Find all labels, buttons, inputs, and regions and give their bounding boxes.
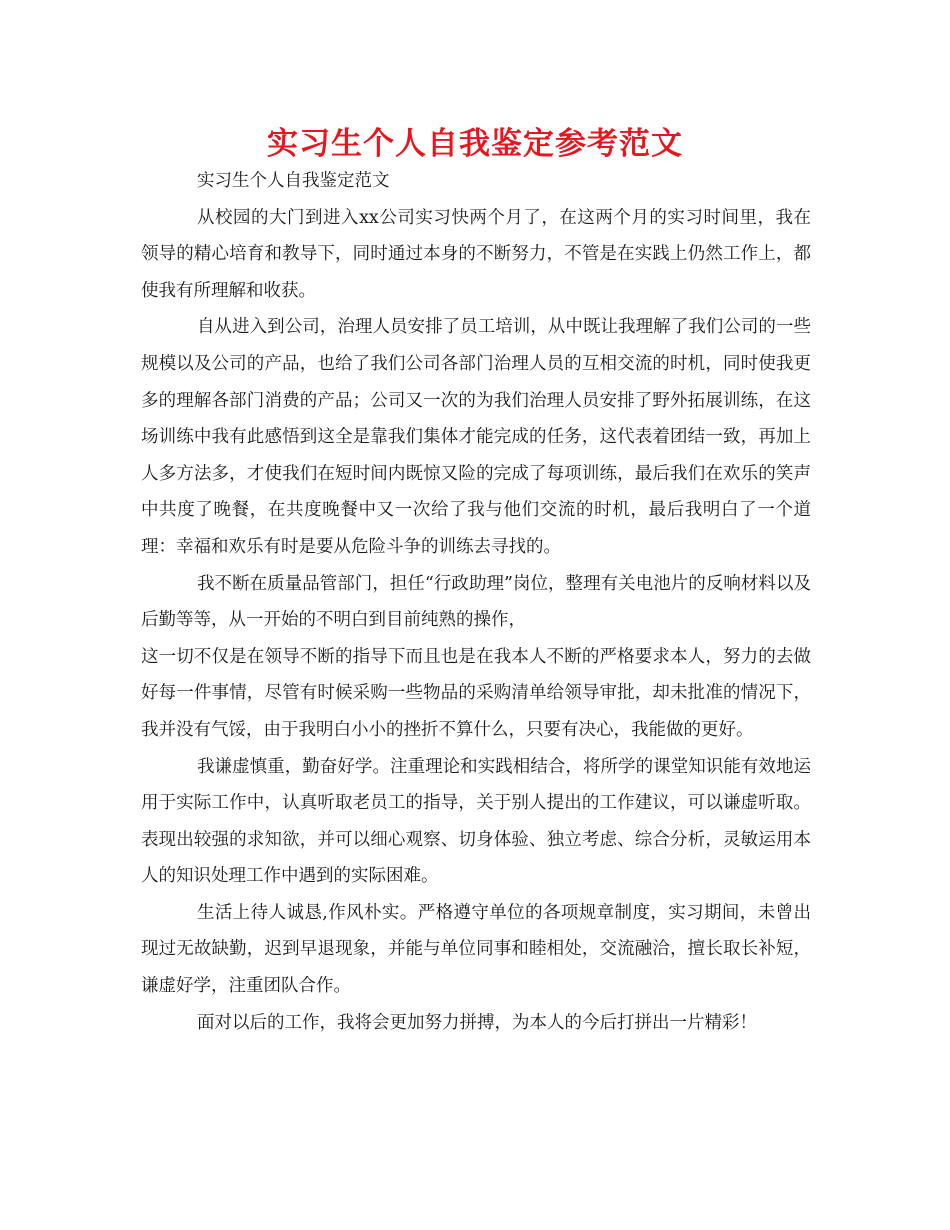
paragraph-learning: 我谦虚慎重，勤奋好学。注重理论和实践相结合，将所学的课堂知识能有效地运用于实际工作中，认真听取老员工的指导，关于别人提出的工作建议，可以谦虚听取。表现出较强的求知欲，并可以细心观察、切身体验、独立考虑、综合分析，灵敏运用本人的知识处理工作中遇到的实际困难。 <box>141 756 811 887</box>
document-title: 实习生个人自我鉴定参考范文 <box>267 126 683 162</box>
document-subtitle: 实习生个人自我鉴定范文 <box>197 171 390 191</box>
document-body <box>141 163 811 1041</box>
paragraph-effort: 这一切不仅是在领导不断的指导下而且也是在我本人不断的严格要求本人，努力的去做好每一件事情，尽管有时候采购一些物品的采购清单给领导审批，却未批准的情况下，我并没有气馁，由于我明白小小的挫折不算什么，只要有决心，我能做的更好。 <box>141 646 811 740</box>
paragraph-training: 自从进入到公司，治理人员安排了员工培训，从中既让我理解了我们公司的一些规模以及公司的产品，也给了我们公司各部门治理人员的互相交流的时机，同时使我更多的理解各部门消费的产品；公司又一次的为我们治理人员安排了野外拓展训练，在这场训练中我有此感悟到这全是靠我们集体才能完成的任务，这代表着团结一致，再加上人多方法多，才使我们在短时间内既惊又险的完成了每项训练，最后我们在欢乐的笑声中共度了晚餐，在共度晚餐中又一次给了我与他们交流的时机，最后我明白了一个道理：幸福和欢乐有时是要从危险斗争的训练去寻找的。 <box>141 317 811 557</box>
paragraph-closing: 面对以后的工作，我将会更加努力拼搏，为本人的今后打拼出一片精彩！ <box>197 1012 757 1033</box>
paragraph-role: 我不断在质量品管部门，担任“行政助理”岗位，整理有关电池片的反响材料以及后勤等等，从一开始的不明白到目前纯熟的操作， <box>141 573 811 631</box>
paragraph-conduct: 生活上待人诚恳,作风朴实。严格遵守单位的各项规章制度，实习期间，未曾出现过无故缺勤，迟到早退现象，并能与单位同事和睦相处，交流融洽，擅长取长补短，谦虚好学，注重团队合作。 <box>141 902 811 997</box>
paragraph-intro: 从校园的大门到进入xx公司实习快两个月了，在这两个月的实习时间里，我在领导的精心培育和教导下，同时通过本身的不断努力，不管是在实践上仍然工作上，都使我有所理解和收获。 <box>141 207 811 301</box>
